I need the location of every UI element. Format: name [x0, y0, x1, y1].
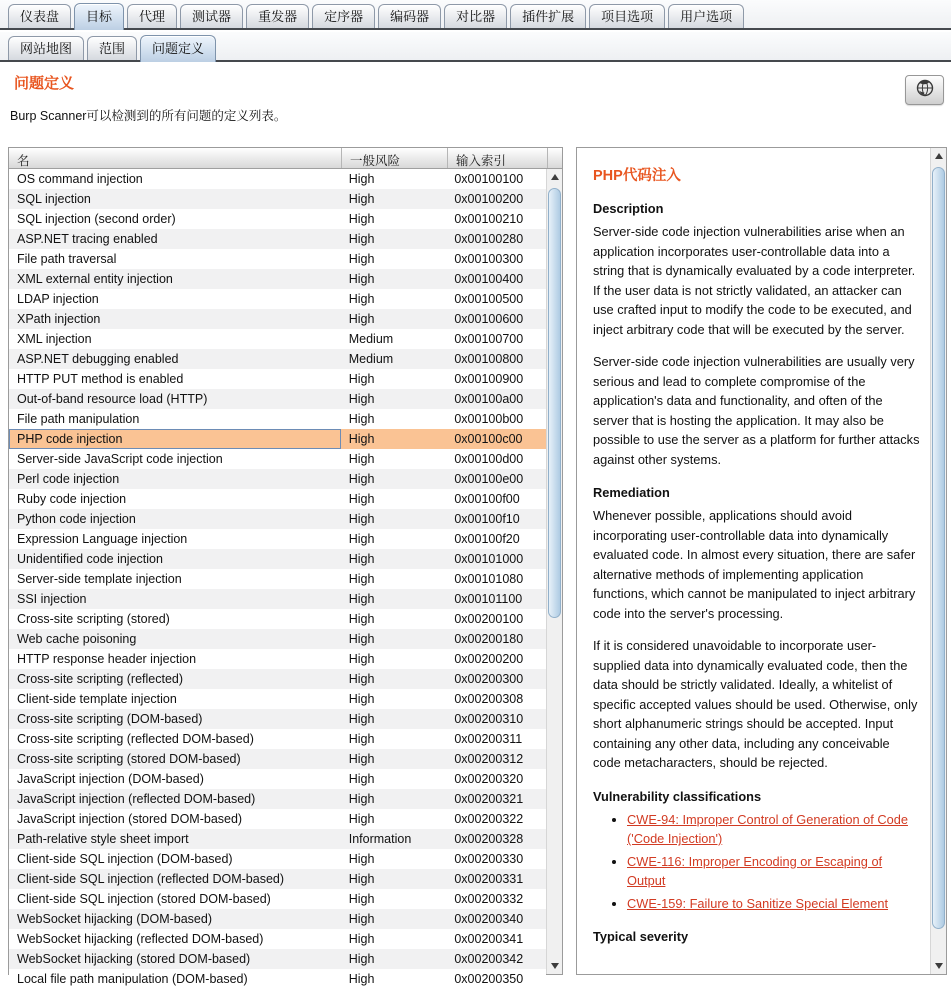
- issue-idx-cell: 0x00200332: [454, 892, 524, 906]
- issue-detail-title: PHP代码注入: [593, 168, 681, 184]
- column-header-severity[interactable]: 一般风险: [342, 148, 448, 168]
- detail-paragraph: If it is considered unavoidable to incorporate user-supplied data into dynamically evaluated code, then the data should be strictly validated. Ideally, a whitelist of specific accepted values should be used. Otherwise, only short alphanumeric strings should be accepted. Input containing any other data, including any conceivable code metacharacters, should be rejected.: [593, 638, 918, 770]
- issue-idx-cell: 0x00100500: [454, 292, 524, 306]
- issue-row[interactable]: [9, 329, 546, 349]
- issue-idx-cell: 0x00100800: [454, 352, 524, 366]
- issue-sev-cell: High: [348, 812, 375, 826]
- tab-sequencer[interactable]: 定序器: [312, 4, 375, 28]
- issue-name-cell: Unidentified code injection: [17, 552, 163, 566]
- issue-idx-cell: 0x00200321: [454, 792, 524, 806]
- cwe-link[interactable]: CWE-94: Improper Control of Generation of Code ('Code Injection'): [627, 811, 908, 846]
- issue-row[interactable]: [9, 249, 546, 269]
- issue-name-cell: Client-side template injection: [17, 692, 177, 706]
- issue-row[interactable]: [9, 649, 546, 669]
- issue-idx-cell: 0x00200328: [454, 832, 524, 846]
- issue-row[interactable]: [9, 569, 546, 589]
- arrow-up-icon: [551, 174, 559, 180]
- issue-sev-cell: High: [348, 632, 375, 646]
- issue-name-cell: SSI injection: [17, 592, 87, 606]
- issue-sev-cell: High: [348, 912, 375, 926]
- issue-name-cell: HTTP PUT method is enabled: [17, 372, 184, 386]
- issue-name-cell: LDAP injection: [17, 292, 99, 306]
- issue-sev-cell: High: [348, 572, 375, 586]
- issue-name-cell: ASP.NET debugging enabled: [17, 352, 179, 366]
- issue-row[interactable]: [9, 729, 546, 749]
- issue-idx-cell: 0x00100f20: [454, 532, 520, 546]
- issue-row[interactable]: [9, 669, 546, 689]
- issue-sev-cell: High: [348, 672, 375, 686]
- issue-idx-cell: 0x00100f00: [454, 492, 520, 506]
- issue-row[interactable]: [9, 289, 546, 309]
- issue-definitions-table: [8, 147, 563, 986]
- issue-sev-cell: High: [348, 972, 375, 986]
- issue-row[interactable]: [9, 889, 546, 909]
- scroll-up-button[interactable]: [931, 148, 946, 164]
- issue-row[interactable]: [9, 549, 546, 569]
- tab-dashboard[interactable]: 仪表盘: [8, 4, 71, 28]
- issue-name-cell: PHP code injection: [9, 429, 341, 449]
- vulnerability-classification-list: [627, 810, 920, 914]
- issue-sev-cell: High: [348, 552, 375, 566]
- arrow-down-icon: [551, 963, 559, 969]
- issue-sev-cell: High: [348, 952, 375, 966]
- issue-idx-cell: 0x00100e00: [454, 472, 524, 486]
- tab-project-options[interactable]: 项目选项: [589, 4, 665, 28]
- issue-idx-cell: 0x00100280: [454, 232, 524, 246]
- issue-sev-cell: High: [348, 272, 375, 286]
- issue-sev-cell: High: [348, 892, 375, 906]
- issue-idx-cell: 0x00200340: [454, 912, 524, 926]
- scrollbar-thumb[interactable]: [548, 188, 561, 618]
- issue-sev-cell: High: [348, 392, 375, 406]
- issue-row[interactable]: [9, 849, 546, 869]
- tab-extender[interactable]: 插件扩展: [510, 4, 586, 28]
- issue-row[interactable]: [9, 189, 546, 209]
- list-item: [627, 894, 920, 914]
- issue-name-cell: Web cache poisoning: [17, 632, 137, 646]
- issue-idx-cell: 0x00100400: [454, 272, 524, 286]
- issue-idx-cell: 0x00200311: [454, 732, 523, 746]
- issue-idx-cell: 0x00100d00: [454, 452, 524, 466]
- issue-idx-cell: 0x00100a00: [454, 392, 524, 406]
- issue-row[interactable]: [9, 629, 546, 649]
- issue-name-cell: Perl code injection: [17, 472, 120, 486]
- issue-name-cell: WebSocket hijacking (DOM-based): [17, 912, 212, 926]
- cwe-link[interactable]: CWE-159: Failure to Sanitize Special Element: [627, 895, 889, 911]
- issue-name-cell: SQL injection: [17, 192, 91, 206]
- issue-name-cell: Client-side SQL injection (stored DOM-based): [17, 892, 271, 906]
- issue-name-cell: Local file path manipulation (DOM-based): [17, 972, 248, 986]
- issue-name-cell: JavaScript injection (stored DOM-based): [17, 812, 243, 826]
- issue-row[interactable]: [9, 209, 546, 229]
- issue-sev-cell: High: [348, 192, 375, 206]
- issue-idx-cell: 0x00200350: [454, 972, 524, 986]
- issue-sev-cell: High: [348, 312, 375, 326]
- issue-name-cell: HTTP response header injection: [17, 652, 197, 666]
- issue-idx-cell: 0x00100f10: [454, 512, 520, 526]
- issue-sev-cell: High: [348, 472, 375, 486]
- issue-name-cell: Cross-site scripting (DOM-based): [17, 712, 203, 726]
- issue-sev-cell: High: [348, 772, 375, 786]
- issue-sev-cell: High: [348, 852, 375, 866]
- issue-row[interactable]: [9, 529, 546, 549]
- issue-idx-cell: 0x00101100: [454, 592, 523, 606]
- issue-idx-cell: 0x00100600: [454, 312, 524, 326]
- cwe-link[interactable]: CWE-116: Improper Encoding or Escaping of Output: [627, 853, 883, 888]
- issue-sev-cell: High: [348, 452, 375, 466]
- issue-row[interactable]: [9, 609, 546, 629]
- issue-sev-cell: High: [348, 872, 375, 886]
- issue-detail-panel: [576, 147, 947, 975]
- issue-idx-cell: 0x00101080: [454, 572, 524, 586]
- issue-name-cell: Server-side template injection: [17, 572, 182, 586]
- issue-row[interactable]: [9, 509, 546, 529]
- issue-name-cell: Python code injection: [17, 512, 136, 526]
- issue-row[interactable]: [9, 469, 546, 489]
- issue-name-cell: Cross-site scripting (stored DOM-based): [17, 752, 241, 766]
- issue-sev-cell: High: [348, 932, 375, 946]
- issue-sev-cell: High: [348, 652, 375, 666]
- main-tab-strip: [0, 0, 951, 30]
- issue-row[interactable]: [9, 429, 546, 449]
- scroll-down-button[interactable]: [931, 958, 946, 974]
- issue-sev-cell: Information: [348, 832, 412, 846]
- issue-row[interactable]: [9, 229, 546, 249]
- issue-row[interactable]: [9, 829, 546, 849]
- arrow-up-icon: [935, 153, 943, 159]
- issue-name-cell: Cross-site scripting (stored): [17, 612, 170, 626]
- issue-idx-cell: 0x00100100: [454, 172, 524, 186]
- issue-sev-cell: High: [348, 592, 375, 606]
- issue-name-cell: OS command injection: [17, 172, 143, 186]
- issue-name-cell: JavaScript injection (DOM-based): [17, 772, 204, 786]
- issue-name-cell: Client-side SQL injection (DOM-based): [17, 852, 233, 866]
- page-title: 问题定义: [14, 75, 75, 92]
- issue-name-cell: JavaScript injection (reflected DOM-based): [17, 792, 256, 806]
- issue-row[interactable]: [9, 269, 546, 289]
- subtab-site-map[interactable]: 网站地图: [8, 36, 84, 60]
- tab-target[interactable]: 目标: [74, 3, 124, 30]
- arrow-down-icon: [935, 963, 943, 969]
- issue-idx-cell: 0x00100210: [454, 212, 524, 226]
- issue-sev-cell: High: [348, 432, 375, 446]
- target-sub-tab-strip: [0, 32, 951, 62]
- issue-idx-cell: 0x00200300: [454, 672, 524, 686]
- issue-name-cell: XML external entity injection: [17, 272, 173, 286]
- issue-name-cell: File path manipulation: [17, 412, 140, 426]
- issue-name-cell: Cross-site scripting (reflected DOM-based): [17, 732, 254, 746]
- issue-row[interactable]: [9, 489, 546, 509]
- issue-row[interactable]: [9, 809, 546, 829]
- issue-idx-cell: 0x00101000: [454, 552, 524, 566]
- issue-row[interactable]: [9, 929, 546, 949]
- table-header-row: [9, 148, 562, 169]
- scroll-down-button[interactable]: [547, 958, 562, 974]
- issue-name-cell: Client-side SQL injection (reflected DOM-based): [17, 872, 285, 886]
- issue-row[interactable]: [9, 169, 546, 189]
- issue-detail-content: [577, 148, 930, 974]
- issue-sev-cell: High: [348, 232, 375, 246]
- issue-idx-cell: 0x00100300: [454, 252, 524, 266]
- issue-name-cell: XML injection: [17, 332, 92, 346]
- detail-paragraph: Whenever possible, applications should avoid incorporating user-controllable data into dynamically evaluated code. In almost every situation, there are safer alternative methods of implementing application functions, which cannot be manipulated to inject arbitrary code into the server's processing.: [593, 508, 916, 621]
- issue-sev-cell: High: [348, 692, 375, 706]
- issue-name-cell: Server-side JavaScript code injection: [17, 452, 223, 466]
- issue-idx-cell: 0x00200330: [454, 852, 524, 866]
- issue-sev-cell: High: [348, 752, 375, 766]
- issue-name-cell: ASP.NET tracing enabled: [17, 232, 158, 246]
- issue-name-cell: WebSocket hijacking (stored DOM-based): [17, 952, 251, 966]
- issue-idx-cell: 0x00100c00: [454, 432, 523, 446]
- issue-sev-cell: Medium: [348, 352, 394, 366]
- page-subtitle: Burp Scanner可以检测到的所有问题的定义列表。: [10, 109, 287, 123]
- column-header-spacer: [548, 148, 562, 168]
- issue-row[interactable]: [9, 749, 546, 769]
- issue-row[interactable]: [9, 969, 546, 989]
- issue-row[interactable]: [9, 449, 546, 469]
- issue-idx-cell: 0x00200200: [454, 652, 524, 666]
- issue-sev-cell: High: [348, 212, 375, 226]
- issue-name-cell: XPath injection: [17, 312, 101, 326]
- issue-row[interactable]: [9, 309, 546, 329]
- issue-sev-cell: High: [348, 792, 375, 806]
- tab-user-options[interactable]: 用户选项: [668, 4, 744, 28]
- issue-row[interactable]: [9, 349, 546, 369]
- tab-intruder[interactable]: 测试器: [180, 4, 243, 28]
- tab-comparer[interactable]: 对比器: [444, 4, 507, 28]
- issue-idx-cell: 0x00200100: [454, 612, 524, 626]
- issue-name-cell: SQL injection (second order): [17, 212, 176, 226]
- subtab-issue-definitions[interactable]: 问题定义: [140, 35, 216, 62]
- issue-idx-cell: 0x00200322: [454, 812, 524, 826]
- detail-scrollbar[interactable]: [930, 148, 946, 974]
- detail-paragraph: Server-side code injection vulnerabilities are usually very serious and lead to complete compromise of the application's data and functionality, and often of the server that is hosting the application. It may also be possible to use the server as a platform for further attacks against other systems.: [593, 354, 920, 467]
- issue-sev-cell: High: [348, 532, 375, 546]
- issue-sev-cell: High: [348, 172, 375, 186]
- table-scrollbar[interactable]: [546, 169, 562, 974]
- tab-repeater[interactable]: 重发器: [246, 4, 309, 28]
- issue-row[interactable]: [9, 909, 546, 929]
- issue-idx-cell: 0x00100b00: [454, 412, 524, 426]
- issue-idx-cell: 0x00200341: [454, 932, 524, 946]
- tab-proxy[interactable]: 代理: [127, 4, 177, 28]
- issue-idx-cell: 0x00200320: [454, 772, 524, 786]
- issue-sev-cell: High: [348, 252, 375, 266]
- issue-idx-cell: 0x00200308: [454, 692, 524, 706]
- subtab-scope[interactable]: 范围: [87, 36, 137, 60]
- issue-name-cell: File path traversal: [17, 252, 117, 266]
- issue-idx-cell: 0x00100700: [454, 332, 524, 346]
- issue-sev-cell: Medium: [348, 332, 394, 346]
- list-item: [627, 810, 920, 849]
- issue-name-cell: Path-relative style sheet import: [17, 832, 189, 846]
- issue-idx-cell: 0x00200342: [454, 952, 524, 966]
- column-header-type-index[interactable]: 输入索引: [448, 148, 548, 168]
- issue-name-cell: Out-of-band resource load (HTTP): [17, 392, 208, 406]
- issue-name-cell: Cross-site scripting (reflected): [17, 672, 184, 686]
- issue-row[interactable]: [9, 869, 546, 889]
- issue-name-cell: Ruby code injection: [17, 492, 127, 506]
- scroll-up-button[interactable]: [547, 169, 562, 185]
- issue-row[interactable]: [9, 389, 546, 409]
- issue-idx-cell: 0x00200331: [454, 872, 524, 886]
- issue-row[interactable]: [9, 369, 546, 389]
- issue-sev-cell: High: [348, 512, 375, 526]
- issue-sev-cell: High: [348, 712, 375, 726]
- issue-sev-cell: High: [348, 732, 375, 746]
- issue-sev-cell: High: [348, 492, 375, 506]
- detail-section-heading: Vulnerability classifications: [593, 788, 762, 804]
- issue-idx-cell: 0x00200312: [454, 752, 524, 766]
- detail-section-heading: Remediation: [593, 485, 670, 500]
- issue-idx-cell: 0x00200310: [454, 712, 524, 726]
- issue-sev-cell: High: [348, 292, 375, 306]
- issue-idx-cell: 0x00100900: [454, 372, 524, 386]
- detail-section-heading: Description: [593, 201, 664, 216]
- issue-sev-cell: High: [348, 372, 375, 386]
- issue-row[interactable]: [9, 689, 546, 709]
- issue-row[interactable]: [9, 589, 546, 609]
- help-button[interactable]: [905, 75, 944, 105]
- issue-idx-cell: 0x00100200: [454, 192, 524, 206]
- issue-sev-cell: High: [348, 412, 375, 426]
- tab-decoder[interactable]: 编码器: [378, 4, 441, 28]
- issue-row[interactable]: [9, 789, 546, 809]
- issue-row[interactable]: [9, 769, 546, 789]
- issue-row[interactable]: [9, 949, 546, 969]
- scrollbar-thumb[interactable]: [932, 167, 945, 929]
- globe-icon: [916, 79, 934, 102]
- detail-section-heading: Typical severity: [593, 929, 689, 944]
- list-item: [627, 852, 920, 891]
- issue-sev-cell: High: [348, 612, 375, 626]
- issue-row[interactable]: [9, 409, 546, 429]
- issue-name-cell: WebSocket hijacking (reflected DOM-based): [17, 932, 264, 946]
- detail-paragraph: Server-side code injection vulnerabilities arise when an application incorporates user-controllable data into a string that is dynamically evaluated by a code interpreter. If the user data is not strictly validated, an attacker can use crafted input to modify the code to be executed, and inject arbitrary code that will be executed by the server.: [593, 224, 916, 337]
- issue-idx-cell: 0x00200180: [454, 632, 524, 646]
- column-header-name[interactable]: 名: [9, 148, 342, 168]
- issue-row[interactable]: [9, 709, 546, 729]
- issue-name-cell: Expression Language injection: [17, 532, 188, 546]
